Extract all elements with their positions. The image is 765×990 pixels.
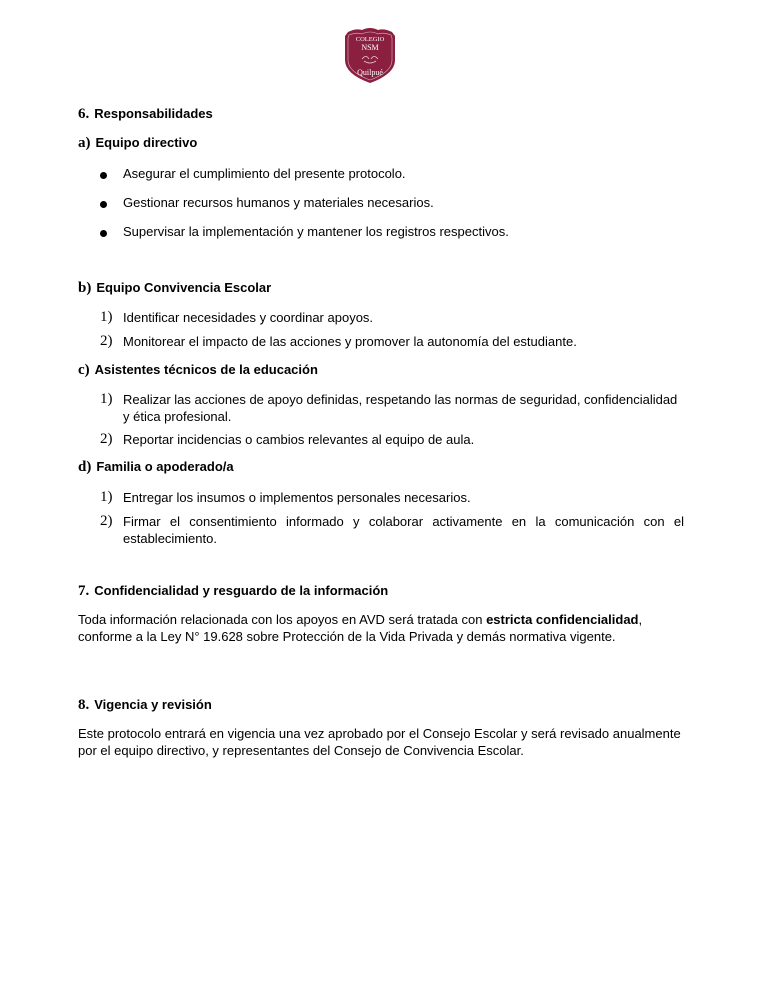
svg-text:COLEGIO: COLEGIO xyxy=(355,36,385,43)
section-6b-heading: b) Equipo Convivencia Escolar xyxy=(78,280,272,296)
bullet-icon xyxy=(100,172,107,179)
section-7-body: Toda información relacionada con los apoyos en AVD será tratada con estricta confidencialidad, conforme a la Ley N° 19.628 sobre Protección de la Vida Privada y demás normativa vigente. xyxy=(78,612,643,644)
svg-text:Quilpué: Quilpué xyxy=(357,68,383,77)
section-8-heading: 8. Vigencia y revisión xyxy=(78,697,212,713)
bullet-icon xyxy=(100,201,107,208)
section-6-heading: 6. Responsabilidades xyxy=(78,106,213,122)
school-crest-logo xyxy=(342,26,398,84)
svg-text:NSM: NSM xyxy=(361,43,379,52)
section-6d-heading: d) Familia o apoderado/a xyxy=(78,459,234,475)
section-7-heading: 7. Confidencialidad y resguardo de la información xyxy=(78,583,389,599)
section-8-body: Este protocolo entrará en vigencia una vez aprobado por el Consejo Escolar y será revisado anualmente por el equipo directivo, y representantes del Consejo de Convivencia Escolar. xyxy=(78,726,681,758)
section-6a-heading: a) Equipo directivo xyxy=(78,135,198,151)
section-6c-heading: c) Asistentes técnicos de la educación xyxy=(78,362,318,378)
bullet-icon xyxy=(100,230,107,237)
